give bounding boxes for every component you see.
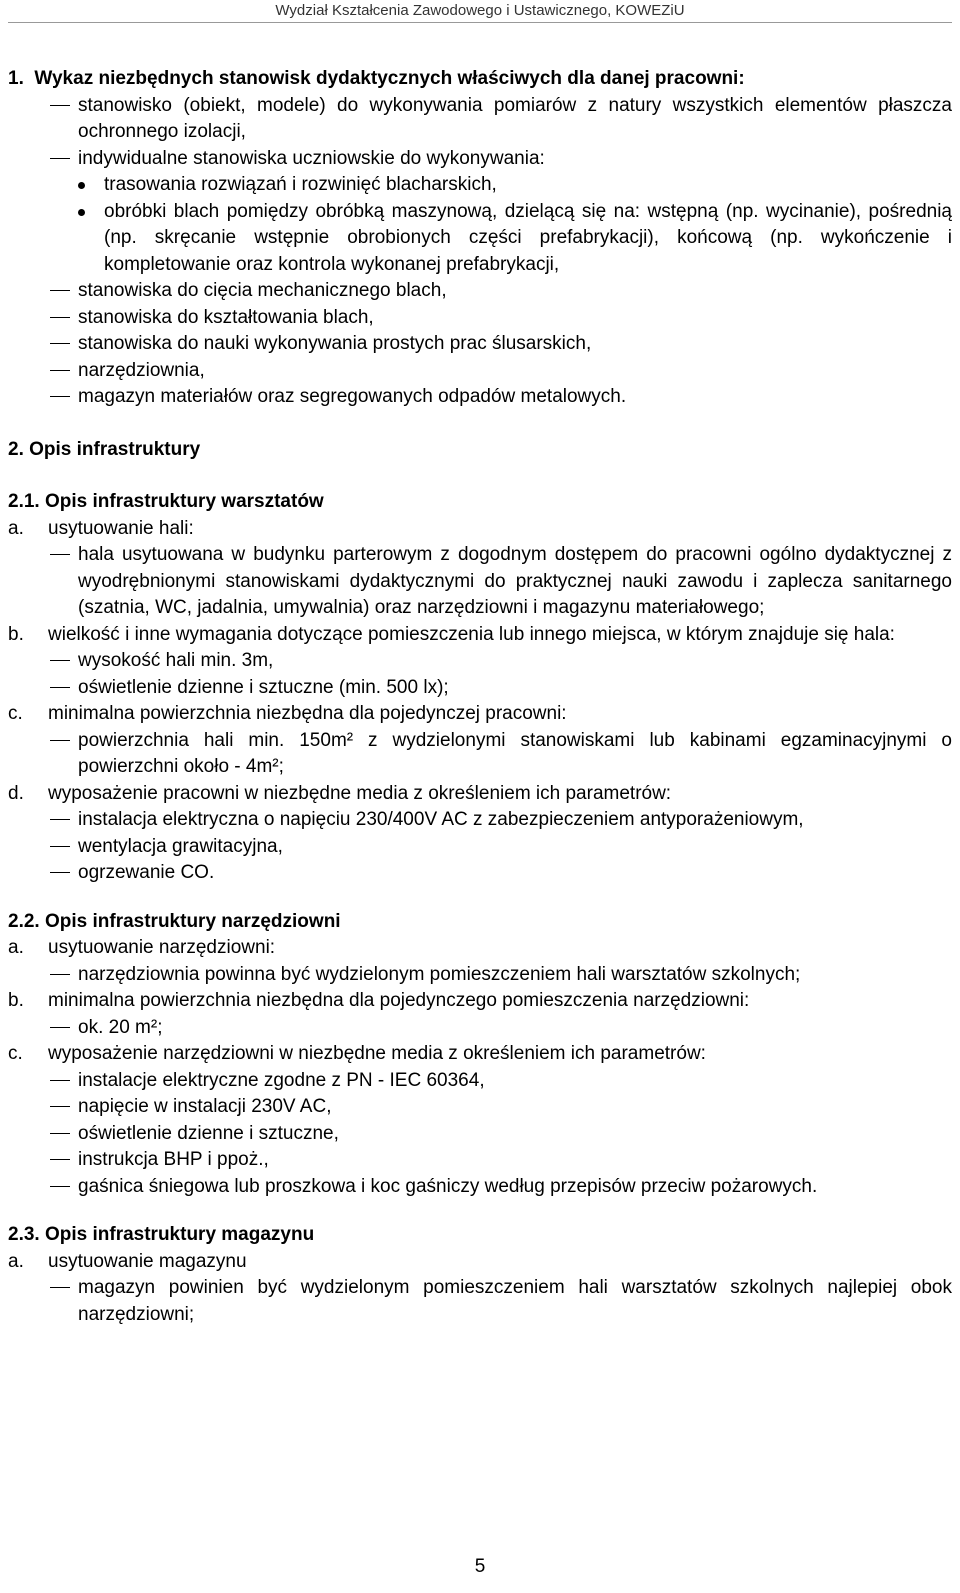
dash-marker	[50, 740, 70, 741]
list-item: narzędziownia,	[8, 358, 952, 385]
list-item: magazyn powinien być wydzielonym pomieszczeniem hali warsztatów szkolnych najlepiej obok narzędziowni;	[8, 1275, 952, 1328]
lettered-item: b. minimalna powierzchnia niezbędna dla pojedynczego pomieszczenia narzędziowni:	[8, 990, 750, 1011]
list-item: stanowiska do nauki wykonywania prostych prac ślusarskich,	[8, 331, 952, 358]
dash-marker	[50, 846, 70, 847]
dash-marker	[50, 1106, 70, 1107]
lettered-item: a. usytuowanie magazynu	[8, 1250, 247, 1272]
dash-marker	[50, 1159, 70, 1160]
bullet-marker	[78, 182, 85, 189]
dash-marker	[50, 370, 70, 371]
lettered-item: d. wyposażenie pracowni w niezbędne media z określeniem ich parametrów:	[8, 782, 672, 804]
section-2-heading: 2. Opis infrastruktury	[8, 438, 201, 460]
list-item: gaśnica śniegowa lub proszkowa i koc gaśniczy według przepisów przeciw pożarowych.	[8, 1174, 952, 1201]
list-item: stanowiska do cięcia mechanicznego blach,	[8, 278, 952, 305]
list-item: wentylacja grawitacyjna,	[8, 834, 952, 861]
list-item: napięcie w instalacji 230V AC,	[8, 1094, 952, 1121]
list-item: instrukcja BHP i ppoż.,	[8, 1147, 952, 1174]
dash-marker	[50, 1080, 70, 1081]
bullet-marker	[78, 209, 85, 216]
list-item: indywidualne stanowiska uczniowskie do wykonywania:	[8, 146, 952, 173]
list-item: oświetlenie dzienne i sztuczne (min. 500 lx);	[8, 675, 952, 702]
dash-marker	[50, 1133, 70, 1134]
lettered-item: c. wyposażenie narzędziowni w niezbędne media z określeniem ich parametrów:	[8, 1043, 706, 1064]
list-item: oświetlenie dzienne i sztuczne,	[8, 1121, 952, 1148]
dash-marker	[50, 660, 70, 661]
list-item: ogrzewanie CO.	[8, 860, 952, 887]
dash-marker	[50, 343, 70, 344]
dash-marker	[50, 819, 70, 820]
list-item: powierzchnia hali min. 150m² z wydzielonymi stanowiskami lub kabinami egzaminacyjnymi o powierzchni około - 4m²;	[8, 728, 952, 781]
header-divider	[8, 22, 952, 23]
lettered-item: a. usytuowanie hali:	[8, 517, 194, 539]
dash-marker	[50, 396, 70, 397]
dash-marker	[50, 1186, 70, 1187]
list-item: instalacja elektryczna o napięciu 230/400V AC z zabezpieczeniem antyporażeniowym,	[8, 807, 952, 834]
list-item: stanowiska do kształtowania blach,	[8, 305, 952, 332]
page-number: 5	[474, 1556, 486, 1577]
dash-marker	[50, 554, 70, 555]
list-item: stanowisko (obiekt, modele) do wykonywania pomiarów z natury wszystkich elementów płaszcza ochronnego izolacji,	[8, 93, 952, 146]
page-header: Wydział Kształcenia Zawodowego i Ustawicznego, KOWEZiU	[275, 2, 685, 19]
lettered-item: c. minimalna powierzchnia niezbędna dla pojedynczej pracowni:	[8, 703, 567, 724]
section-1-heading: 1. Wykaz niezbędnych stanowisk dydaktycznych właściwych dla danej pracowni:	[8, 68, 745, 89]
dash-marker	[50, 158, 70, 159]
list-item: instalacje elektryczne zgodne z PN - IEC 60364,	[8, 1068, 952, 1095]
lettered-item: b. wielkość i inne wymagania dotyczące pomieszczenia lub innego miejsca, w którym znajduje się hala:	[8, 623, 895, 645]
list-item: hala usytuowana w budynku parterowym z dogodnym dostępem do pracowni ogólno dydaktycznej z wyodrębnionymi stanowiskami dydaktycznymi do praktycznej nauki zawodu i zaplecza sanitarnego (szatnia, WC, jadalnia, umywalnia) oraz narzędziowni i magazynu materiałowego;	[8, 542, 952, 622]
dash-marker	[50, 105, 70, 106]
dash-marker	[50, 974, 70, 975]
dash-marker	[50, 687, 70, 688]
section-2-3-heading: 2.3. Opis infrastruktury magazynu	[8, 1224, 315, 1245]
dash-marker	[50, 317, 70, 318]
list-item: narzędziownia powinna być wydzielonym pomieszczeniem hali warsztatów szkolnych;	[8, 962, 952, 989]
dash-marker	[50, 872, 70, 873]
list-item: ok. 20 m²;	[8, 1015, 952, 1042]
document-body	[8, 66, 952, 1328]
dash-marker	[50, 1287, 70, 1288]
bullet-item: trasowania rozwiązań i rozwinięć blacharskich,	[8, 172, 952, 199]
bullet-item: obróbki blach pomiędzy obróbką maszynową, dzielącą się na: wstępną (np. wycinanie), pośrednią (np. skręcanie wstępnie obrobionych części prefabrykacji), końcową (np. wykończenie i kompletowanie oraz kontrola wykonanej prefabrykacji,	[8, 199, 952, 279]
section-2-2-heading: 2.2. Opis infrastruktury narzędziowni	[8, 910, 341, 932]
dash-marker	[50, 1027, 70, 1028]
dash-marker	[50, 290, 70, 291]
lettered-item: a. usytuowanie narzędziowni:	[8, 937, 276, 958]
section-2-1-heading: 2.1. Opis infrastruktury warsztatów	[8, 491, 324, 512]
list-item: magazyn materiałów oraz segregowanych odpadów metalowych.	[8, 384, 952, 411]
list-item: wysokość hali min. 3m,	[8, 648, 952, 675]
